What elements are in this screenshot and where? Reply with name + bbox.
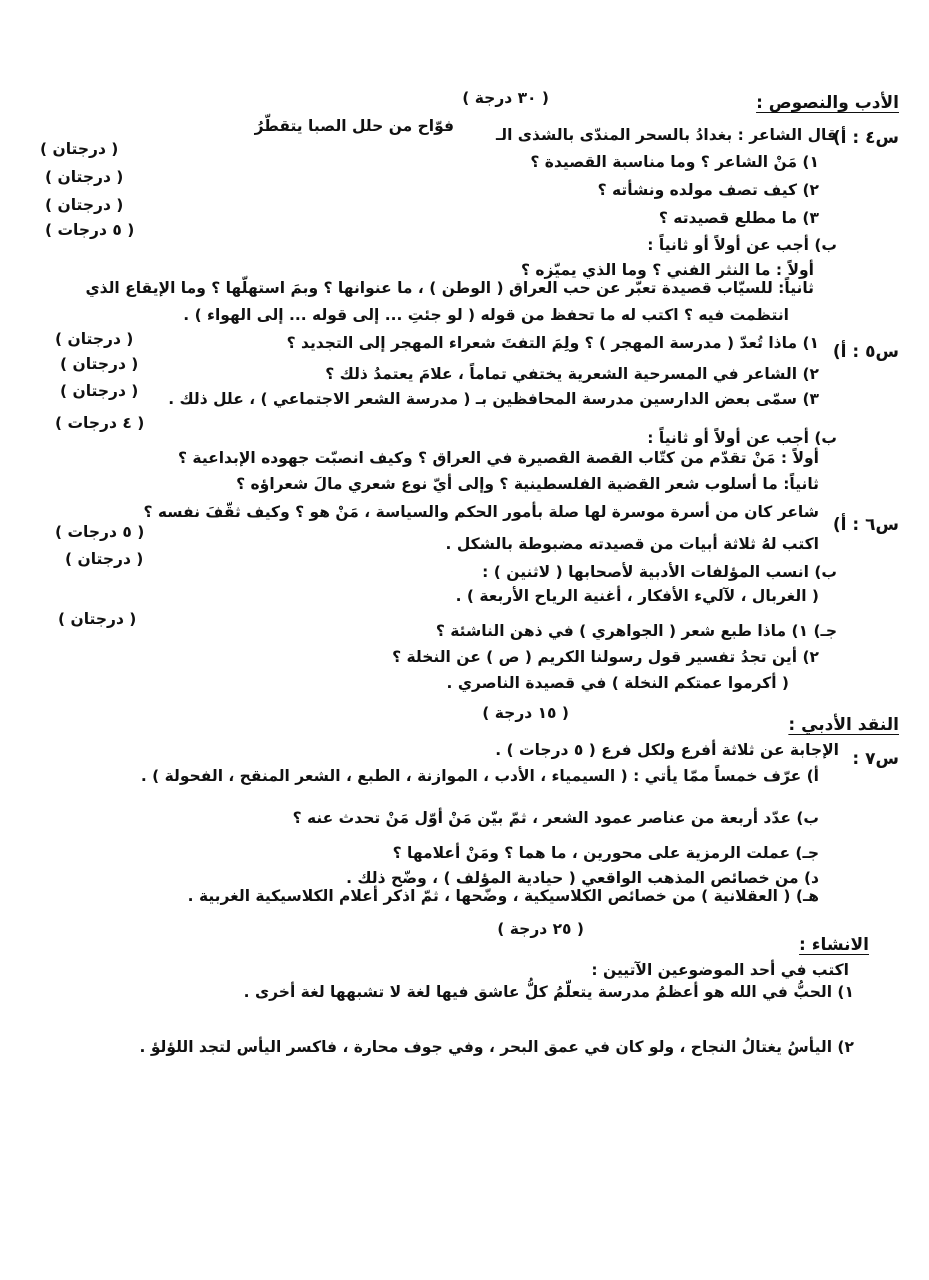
q7-a: أ) عرّف خمساً ممّا يأتي : ( السيمياء ، الأدب ، الموازنة ، الطبع ، الشعر المنقح ، الفحولة ) . <box>140 767 819 785</box>
q4-b2: ثانياً: للسيّاب قصيدة تعبّر عن حب العراق ( الوطن ) ، ما عنوانها ؟ وبمَ استهلّها ؟ وما الإيقاع الذي <box>85 279 814 297</box>
composition-topic-1: ١) الحبُّ في الله هو أعظمُ مدرسة يتعلّمُ كلُّ عاشق فيها لغة لا تشبهها لغة أخرى . <box>243 983 854 1001</box>
composition-section-marks: ( ٢٥ درجة ) <box>497 920 584 938</box>
q4-b2-continued: انتظمت فيه ؟ اكتب له ما تحفظ من قوله ( لو جئتِ ... إلى قوله ... إلى الهواء ) . <box>183 306 789 324</box>
composition-intro: اكتب في أحد الموضوعين الآتيين : <box>591 961 849 979</box>
q5-b-marks: ( ٤ درجات ) <box>55 414 145 432</box>
q4-a2-marks: ( درجتان ) <box>45 168 124 186</box>
q4-b-marks: ( ٥ درجات ) <box>45 221 135 239</box>
q6-c3: ( أكرموا عمتكم النخلة ) في قصيدة الناصري . <box>446 674 789 692</box>
q7-e: هـ) ( العقلانية ) من خصائص الكلاسيكية ، وضّحها ، ثمّ اذكر أعلام الكلاسيكية الغربية . <box>187 887 819 905</box>
criticism-section-title: النقد الأدبي : <box>788 715 899 735</box>
q5-a3-marks: ( درجتان ) <box>60 382 139 400</box>
literature-section-title: الأدب والنصوص : <box>756 93 899 113</box>
q4-verse-second-half: فوّاح من حلل الصبا يتقطّرُ <box>254 117 454 135</box>
q7-c: جـ) عملت الرمزية على محورين ، ما هما ؟ ومَنْ أعلامها ؟ <box>392 844 819 862</box>
q4-intro: قال الشاعر : بغدادُ بالسحر المندّى بالشذى الـ <box>495 126 837 144</box>
literature-section-marks: ( ٣٠ درجة ) <box>462 89 549 107</box>
q5-a3: ٣) سمّى بعض الدارسين مدرسة المحافظين بـ ( مدرسة الشعر الاجتماعي ) ، علل ذلك . <box>168 390 819 408</box>
q5-a2: ٢) الشاعر في المسرحية الشعرية يختفي تماماً ، علامَ يعتمدُ ذلك ؟ <box>325 365 819 383</box>
q4-label: س٤ : أ) <box>832 128 899 148</box>
q6-b-marks: ( درجتان ) <box>65 550 144 568</box>
q4-b: ب) أجب عن أولاً أو ثانياً : <box>647 236 837 254</box>
q5-b1: أولاً : مَنْ تقدّم من كتّاب القصة القصيرة في العراق ؟ وكيف انصبّت جهوده الإبداعية ؟ <box>178 449 819 467</box>
q4-a2: ٢) كيف تصف مولده ونشأته ؟ <box>597 181 819 199</box>
q7-label: س٧ : <box>852 749 899 769</box>
q5-b2: ثانياً: ما أسلوب شعر القضية الفلسطينية ؟ وإلى أيّ نوع شعري مالَ شعراؤه ؟ <box>236 475 819 493</box>
q7-d: د) من خصائص المذهب الواقعي ( حيادية المؤلف ) ، وضّح ذلك . <box>346 869 819 887</box>
q4-a3: ٣) ما مطلع قصيدته ؟ <box>658 209 819 227</box>
q4-a1-marks: ( درجتان ) <box>40 140 119 158</box>
q5-a1: ١) ماذا تُعدّ ( مدرسة المهجر ) ؟ ولِمَ التفتَ شعراء المهجر إلى التجديد ؟ <box>286 334 819 352</box>
q4-b1: أولاً : ما النثر الفني ؟ وما الذي يميّزه ؟ <box>520 261 814 279</box>
composition-section-title: الانشاء : <box>799 935 869 955</box>
q6-label: س٦ : أ) <box>832 515 899 535</box>
q6-c-marks: ( درجتان ) <box>58 610 137 628</box>
q5-a1-marks: ( درجتان ) <box>55 330 134 348</box>
q4-a3-marks: ( درجتان ) <box>45 196 124 214</box>
q5-label: س٥ : أ) <box>832 342 899 362</box>
q6-a: شاعر كان من أسرة موسرة لها صلة بأمور الحكم والسياسة ، مَنْ هو ؟ وكيف ثقّفَ نفسه ؟ <box>143 503 819 521</box>
q6-a-2: اكتب لهُ ثلاثة أبيات من قصيدته مضبوطة بالشكل . <box>445 535 819 553</box>
q7-intro: الإجابة عن ثلاثة أفرع ولكل فرع ( ٥ درجات ) . <box>495 741 839 759</box>
q7-b: ب) عدّد أربعة من عناصر عمود الشعر ، ثمّ بيّن مَنْ أوّل مَنْ تحدث عنه ؟ <box>292 809 819 827</box>
criticism-section-marks: ( ١٥ درجة ) <box>482 704 569 722</box>
q6-b1: ( الغربال ، لآليء الأفكار ، أغنية الرياح الأربعة ) . <box>455 587 819 605</box>
q6-c1: جـ) ١) ماذا طبع شعر ( الجواهري ) في ذهن الناشئة ؟ <box>435 622 837 640</box>
q6-a-marks: ( ٥ درجات ) <box>55 523 145 541</box>
q6-b: ب) انسب المؤلفات الأدبية لأصحابها ( لاثنين ) : <box>482 563 837 581</box>
q4-a1: ١) مَنْ الشاعر ؟ وما مناسبة القصيدة ؟ <box>530 153 819 171</box>
q6-c2: ٢) أين تجدُ تفسير قول رسولنا الكريم ( ص ) عن النخلة ؟ <box>392 648 819 666</box>
composition-topic-2: ٢) اليأسُ يغتالُ النجاح ، ولو كان في عمق البحر ، وفي جوف محارة ، فاكسر اليأس لتجد اللؤلؤ . <box>139 1038 854 1056</box>
q5-b: ب) أجب عن أولاً أو ثانياً : <box>647 429 837 447</box>
q5-a2-marks: ( درجتان ) <box>60 355 139 373</box>
